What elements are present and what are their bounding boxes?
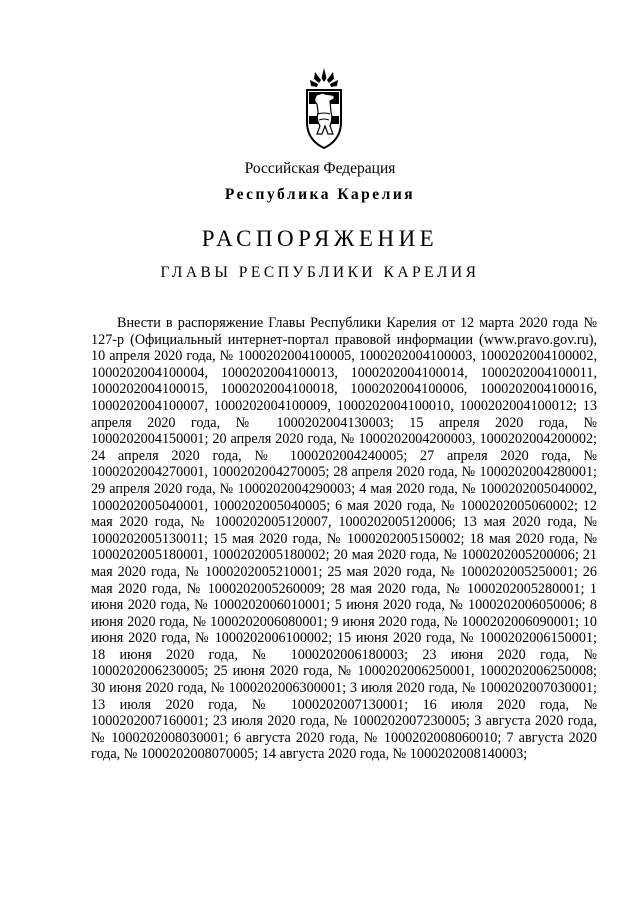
body-paragraph: Внести в распоряжение Главы Республики Карелия от 12 марта 2020 года № 127-р (Официальный интернет-портал правовой информации (www.pravo.gov.ru), 10 апреля 2020 года, № 1000202004100005, 1000202004100003, 1000202004100002, 1000202004100004, 1000202004100013, 1000202004100014, 1000202004100011, 1000202004100015, 1000202004100018, 1000202004100006, 1000202004100016, 1000202004100007, 1000202004100009, 1000202004100010, 1000202004100012; 13 апреля 2020 года, № 1000202004130003; 15 апреля 2020 года, № 1000202004150001; 20 апреля 2020 года, № 1000202004200003, 1000202004200002; 24 апреля 2020 года, № 1000202004240005; 27 апреля 2020 года, № 1000202004270001, 1000202004270005; 28 апреля 2020 года, № 1000202004280001; 29 апреля 2020 года, № 1000202004290003; 4 мая 2020 года, № 1000202005040002, 1000202005040001, 1000202005040005; 6 мая 2020 года, № 1000202005060002; 12 мая 2020 года, № 1000202005120007, 1000202005120006; 13 мая 2020 года, № 1000202005130011; 15 мая 2020 года, № 1000202005150002; 18 мая 2020 года, № 1000202005180001, 1000202005180002; 20 мая 2020 года, № 1000202005200006; 21 мая 2020 года, № 1000202005210001; 25 мая 2020 года, № 1000202005250001; 26 мая 2020 года, № 1000202005260009; 28 мая 2020 года, № 1000202005280001; 1 июня 2020 года, № 1000202006010001; 5 июня 2020 года, № 1000202006050006; 8 июня 2020 года, № 1000202006080001; 9 июня 2020 года, № 1000202006090001; 10 июня 2020 года, № 1000202006100002; 15 июня 2020 года, № 1000202006150001; 18 июня 2020 года, № 1000202006180003; 23 июня 2020 года, № 1000202006230005; 25 июня 2020 года, № 1000202006250001, 1000202006250008; 30 июня 2020 года, № 1000202006300001; 3 июля 2020 года, № 1000202007030001; 13 июля 2020 года, № 1000202007130001; 16 июля 2020 года, № 1000202007160001; 23 июля 2020 года, № 1000202007230005; 3 августа 2020 года, № 1000202008030001; 6 августа 2020 года, № 1000202008060010; 7 августа 2020 года, № 1000202008070005; 14 августа 2020 года, № 1000202008140003; [91,315,597,763]
republic-name: Республика Карелия [224,186,416,203]
karelia-coat-of-arms-icon [302,68,346,150]
document-type-title: РАСПОРЯЖЕНИЕ [201,226,439,251]
country-name: Российская Федерация [244,160,396,177]
issuer-subtitle: ГЛАВЫ РЕСПУБЛИКИ КАРЕЛИЯ [160,264,480,281]
